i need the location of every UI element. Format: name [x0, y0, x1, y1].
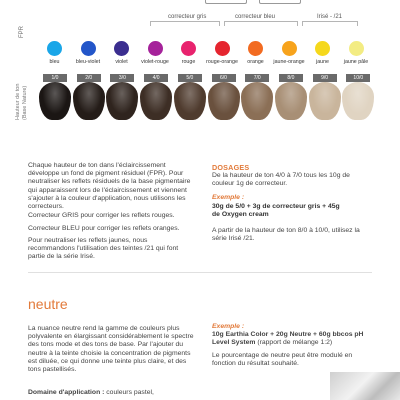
fpr-dot-label: jaune-orange [273, 59, 305, 65]
fpr-dot [181, 41, 196, 56]
hair-level-swatch [73, 82, 105, 120]
fpr-dot [282, 41, 297, 56]
domaine-text: couleurs pastel, [106, 389, 154, 396]
bracket-correcteur-gris [150, 21, 220, 26]
hair-level-swatch [342, 82, 374, 120]
top-tab-right [259, 0, 301, 4]
neutre-example-label: Exemple : [212, 323, 245, 330]
fpr-dot-label: rouge [181, 59, 196, 65]
hair-level-swatch [208, 82, 240, 120]
fpr-dot [315, 41, 330, 56]
domaine-label: Domaine d'application : [28, 389, 105, 396]
fpr-dot [248, 41, 263, 56]
level-tag: 7/0 [245, 74, 269, 82]
fpr-dot-label: jaune [316, 59, 329, 65]
level-tag: 5/0 [178, 74, 202, 82]
correcteur-bleu-paragraph: Correcteur BLEU pour corriger les reflets oranges. [28, 225, 180, 232]
hair-level-swatch [241, 82, 273, 120]
level-tag: 10/0 [346, 74, 370, 82]
fpr-label: FPR [19, 26, 25, 38]
hair-level-swatch [106, 82, 138, 120]
fpr-dot [114, 41, 129, 56]
level-tag: 1/0 [43, 74, 67, 82]
neutre-percentage-note: Le pourcentage de neutre peut être modulé en fonction du résultat souhaité. [212, 352, 353, 368]
hair-level-swatch [174, 82, 206, 120]
neutre-example-rest: (rapport de mélange 1:2) [257, 339, 333, 347]
level-tag: 4/0 [144, 74, 168, 82]
section-divider [28, 272, 372, 273]
fpr-dot-label: violet [115, 59, 128, 65]
neutre-domaine [28, 389, 198, 397]
base-nature-subtitle: (Base Nature) [21, 85, 28, 120]
neutre-title: neutre [28, 296, 68, 312]
neutre-example [212, 331, 382, 347]
hair-level-swatch [140, 82, 172, 120]
fpr-dot-label: bleu [49, 59, 60, 65]
dosages-example-text: 30g de 5/0 + 3g de correcteur gris + 45g de Oxygen cream [212, 203, 340, 219]
top-tab-left [205, 0, 247, 4]
intro-paragraph: Chaque hauteur de ton dans l'éclaircissement développe un fond de pigment résiduel (FPR). Pour neutraliser les reflets résiduels de la base pigmentaire qui apparaissent lors de l'éclaircissement et viennent s'ajouter à la couleur d'application, nous utilisons les correcteurs. [28, 162, 191, 211]
fpr-dot [148, 41, 163, 56]
level-tag: 2/0 [77, 74, 101, 82]
hair-level-swatch [309, 82, 341, 120]
hair-level-swatch [39, 82, 71, 120]
level-tag: 9/0 [313, 74, 337, 82]
hair-level-swatch [275, 82, 307, 120]
fpr-dot-label: rouge-orange [206, 59, 238, 65]
bracket-correcteur-bleu [224, 21, 298, 26]
neutre-paragraph: La nuance neutre rend la gamme de couleurs plus polyvalente en élargissant considérablement le spectre des tons mode et des tons de base. Par l'ajouter du neutre à la teinte choisie la concentration de pigments est diluée, ce qui donne une teinte plus claire, et des tons pastellisés. [28, 325, 194, 374]
hair-swatch-image [330, 372, 400, 400]
fpr-dot [349, 41, 364, 56]
bracket-irise [302, 21, 358, 26]
hauteur-de-ton-title: Hauteur de ton [15, 83, 21, 120]
group-label-correcteur-gris: correcteur gris [168, 14, 207, 20]
reflets-jaunes-paragraph: Pour neutraliser les reflets jaunes, nous recommandons l'utilisation des teintes /21 qui font partie de la série Irisé. [28, 237, 179, 261]
fpr-dot [215, 41, 230, 56]
fpr-dot-label: jaune pâle [343, 59, 369, 65]
level-tag: 8/0 [279, 74, 303, 82]
dosages-note: A partir de la hauteur de ton 8/0 à 10/0, utilisez la série Irisé /21. [212, 227, 360, 243]
correcteur-gris-paragraph: Correcteur GRIS pour corriger les reflets rouges. [28, 212, 175, 219]
fpr-dot-label: violet-rouge [141, 59, 169, 65]
fpr-dot-label: orange [247, 59, 264, 65]
fpr-dot-label: bleu-violet [75, 59, 101, 65]
group-label-irise: Irisé - /21 [317, 14, 343, 20]
level-tag: 3/0 [110, 74, 134, 82]
fpr-dot [81, 41, 96, 56]
dosages-intro: De la hauteur de ton 4/0 à 7/0 tous les 10g de couleur 1g de correcteur. [212, 172, 350, 188]
level-tag: 6/0 [212, 74, 236, 82]
dosages-example-label: Exemple : [212, 194, 245, 201]
hauteur-de-ton-label [15, 84, 28, 120]
group-label-correcteur-bleu: correcteur bleu [235, 14, 276, 20]
dosages-heading: DOSAGES [212, 163, 250, 172]
top-tab-bar [0, 0, 400, 6]
neutre-example-bold: 10g Earthia Color + 20g Neutre + 60g bbcos pH Level System [212, 331, 364, 347]
fpr-dot [47, 41, 62, 56]
